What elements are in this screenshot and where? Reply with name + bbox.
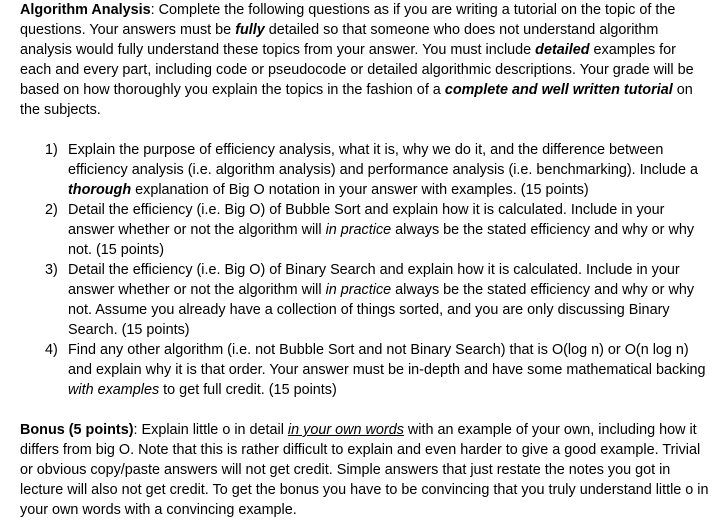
intro-text-3: examples for each and every part, including code or pseudocode or detailed algorithmic descriptions. Your grade will be based on how thoroughly you explain the topics in the fashion of a — [20, 42, 694, 98]
question-text-end: explanation of Big O notation in your answer with examples. (15 points) — [131, 182, 589, 198]
intro-emphasis-fully: fully — [235, 22, 265, 38]
question-emphasis: in practice — [325, 282, 392, 298]
question-emphasis: thorough — [68, 182, 132, 198]
intro-text-4: on the subjects. — [20, 82, 693, 118]
question-text-end: always be the stated efficiency and why or why not. (15 points) — [68, 222, 695, 258]
assignment-document — [20, 0, 710, 520]
question-item-1 — [20, 140, 710, 200]
bonus-emphasis-own-words: in your own words — [287, 422, 404, 438]
intro-emphasis-complete: complete and well written tutorial — [444, 82, 673, 98]
intro-paragraph — [20, 0, 710, 120]
intro-text-2: detailed so that someone who does not understand algorithm analysis would fully understand these topics from your answer. You must include — [20, 22, 659, 58]
question-text: Detail the efficiency (i.e. Big O) of Binary Search and explain how it is calculated. Include in your answer whether or not the algorithm will — [68, 262, 680, 298]
question-text: Detail the efficiency (i.e. Big O) of Bubble Sort and explain how it is calculated. Include in your answer whether or not the algorithm will — [68, 202, 665, 238]
question-number: 3) — [45, 262, 58, 278]
question-number: 1) — [45, 142, 58, 158]
intro-emphasis-detailed: detailed — [535, 42, 590, 58]
question-text: Find any other algorithm (i.e. not Bubble Sort and not Binary Search) that is O(log n) or O(n log n) and explain why it is that order. Your answer must be in-depth and have some mathematical backing — [68, 342, 706, 378]
bonus-paragraph — [20, 420, 710, 520]
question-text-end: always be the stated efficiency and why or why not. Assume you already have a collection of things sorted, and you are only discussing Binary Search. (15 points) — [68, 282, 695, 338]
bonus-title: Bonus (5 points) — [20, 422, 134, 438]
intro-title: Algorithm Analysis — [20, 2, 151, 18]
question-item-2 — [20, 200, 710, 260]
question-text: Explain the purpose of efficiency analysis, what it is, why we do it, and the difference between efficiency analysis (i.e. algorithm analysis) and performance analysis (i.e. benchmarking). Include a — [68, 142, 699, 178]
bonus-text-2: with an example of your own, including how it differs from big O. Note that this is rather difficult to explain and even harder to give a good example. Trivial or obvious copy/paste answers will not get credit. Simple answers that just restate the notes you got in lecture will also not get credit. To get the bonus you have to be convincing that you truly understand little o in your own words with a convincing example. — [20, 422, 709, 518]
question-emphasis: with examples — [68, 382, 160, 398]
intro-text-1: : Complete the following questions as if you are writing a tutorial on the topic of the questions. Your answers must be — [20, 2, 676, 38]
question-list — [20, 140, 710, 400]
question-item-4 — [20, 340, 710, 400]
question-item-3 — [20, 260, 710, 340]
question-number: 4) — [45, 342, 58, 358]
question-text-end: to get full credit. (15 points) — [159, 382, 337, 398]
question-emphasis: in practice — [325, 222, 392, 238]
question-number: 2) — [45, 202, 58, 218]
bonus-text-1: : Explain little o in detail — [133, 422, 288, 438]
